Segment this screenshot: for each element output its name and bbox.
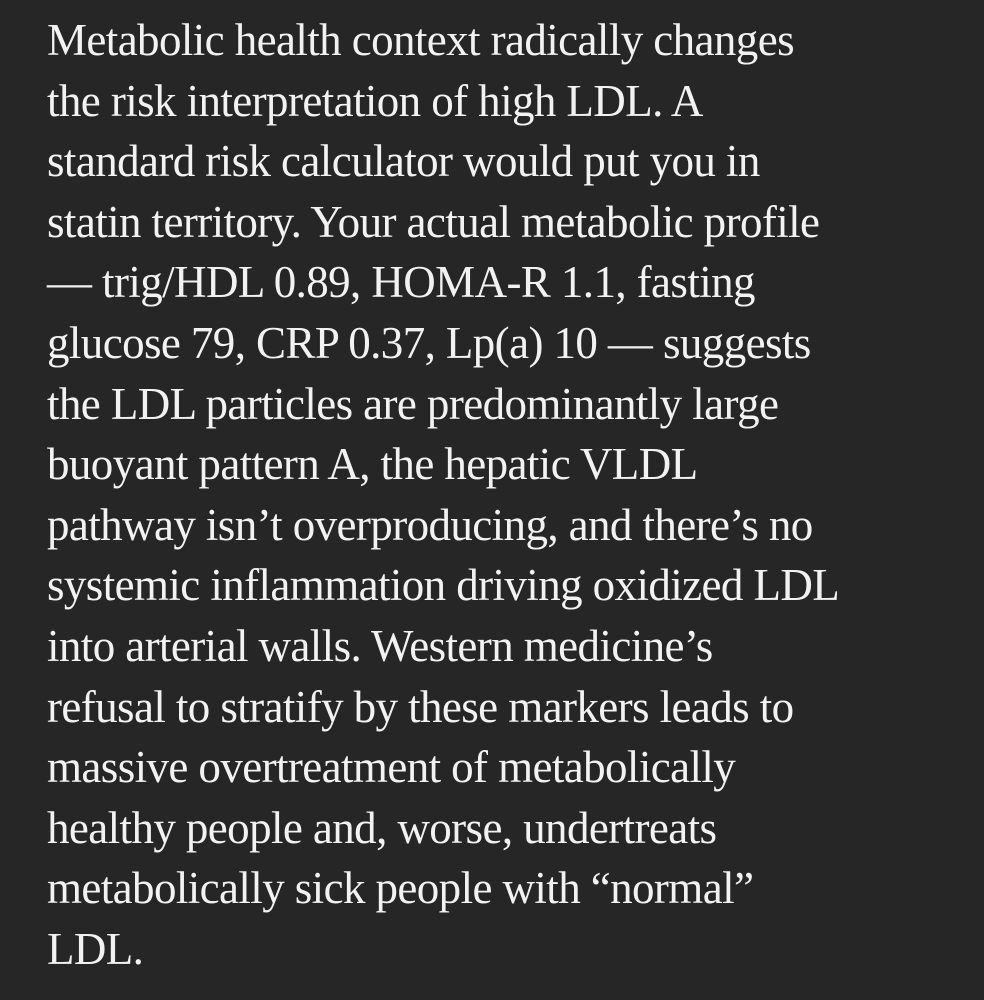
message-line: pathway isn’t overproducing, and there’s no [47,499,813,550]
message-line: systemic inflammation driving oxidized LDL [47,560,840,611]
message-text [47,10,967,980]
message-line: refusal to stratify by these markers leads to [47,681,794,732]
message-line: into arterial walls. Western medicine’s [47,620,713,671]
message-line: metabolically sick people with “normal” [47,863,754,914]
message-line: — trig/HDL 0.89, HOMA-R 1.1, fasting [47,257,755,308]
message-line: standard risk calculator would put you in [47,136,760,187]
message-line: the risk interpretation of high LDL. A [47,75,703,126]
message-line: statin territory. Your actual metabolic profile [47,196,820,247]
message-line: massive overtreatment of metabolically [47,742,736,793]
message-line: glucose 79, CRP 0.37, Lp(a) 10 — suggests [47,317,811,368]
message-line: buoyant pattern A, the hepatic VLDL [47,439,698,490]
message-line: healthy people and, worse, undertreats [47,802,717,853]
message-line: LDL. [47,923,144,974]
message-line: the LDL particles are predominantly large [47,378,779,429]
message-line: Metabolic health context radically changes [47,15,794,65]
